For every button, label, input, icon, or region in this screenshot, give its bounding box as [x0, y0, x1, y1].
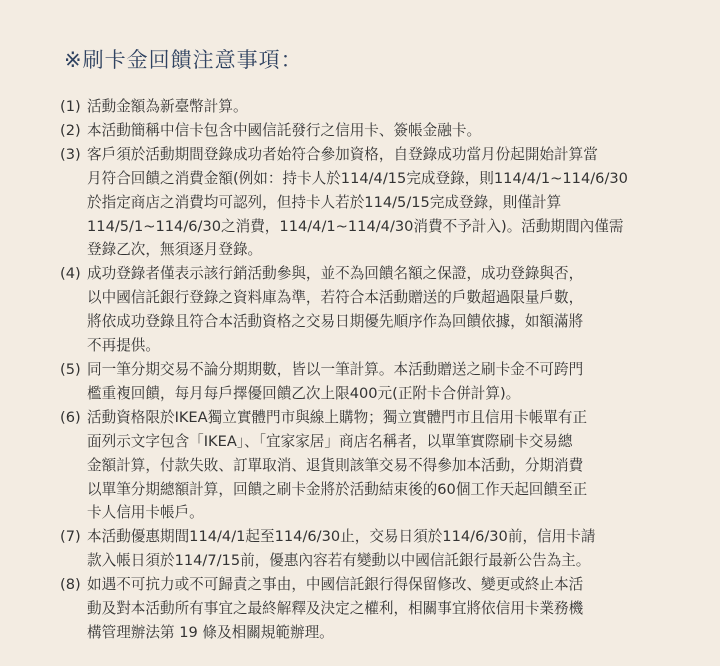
note-text-line: 本活動優惠期間114/4/1起至114/6/30止，交易日須於114/6/30前，信用卡請 — [87, 528, 596, 546]
note-item — [60, 358, 664, 406]
note-item — [60, 119, 664, 143]
note-text-line: 檻重複回饋，每月每戶擇優回饋乙次上限400元(正附卡合併計算)。 — [87, 384, 521, 402]
note-text-line: 本活動簡稱中信卡包含中國信託發行之信用卡、簽帳金融卡。 — [87, 121, 482, 139]
note-text-line: 114/5/1~114/6/30之消費，114/4/1~114/4/30消費不予計入)。活動期間內僅需 — [87, 217, 624, 235]
note-item — [60, 406, 664, 526]
note-text — [87, 406, 664, 526]
note-text-line: 款入帳日須於114/7/15前，優惠內容若有變動以中國信託銀行最新公告為主。 — [87, 552, 591, 570]
note-number: (4) — [60, 265, 81, 283]
note-text — [87, 573, 664, 645]
note-text-line: 不再提供。 — [87, 337, 160, 355]
note-text-line: 將依成功登錄且符合本活動資格之交易日期優先順序作為回饋依據，如額滿將 — [87, 313, 584, 331]
note-text-line: 月符合回饋之消費金額(例如：持卡人於114/4/15完成登錄，則114/4/1~114/6/30 — [87, 169, 628, 187]
note-number: (2) — [60, 121, 81, 139]
note-item — [60, 143, 664, 263]
note-text-line: 成功登錄者僅表示該行銷活動參與，並不為回饋名額之保證，成功登錄與否， — [87, 265, 584, 283]
note-text-line: 客戶須於活動期間登錄成功者始符合參加資格，自登錄成功當月份起開始計算當 — [87, 145, 598, 163]
note-number: (5) — [60, 360, 81, 378]
notes-list — [60, 95, 664, 645]
note-text — [87, 358, 664, 406]
note-text — [87, 143, 664, 263]
note-text-line: 登錄乙次，無須逐月登錄。 — [87, 241, 263, 259]
note-text-line: 卡人信用卡帳戶。 — [87, 504, 204, 522]
note-text-line: 於指定商店之消費均可認列，但持卡人若於114/5/15完成登錄，則僅計算 — [87, 193, 562, 211]
note-text-line: 以單筆分期總額計算，回饋之刷卡金將於活動結束後的60個工作天起回饋至正 — [87, 480, 588, 498]
page-title: ※刷卡金回饋注意事項： — [64, 48, 303, 72]
note-item — [60, 573, 664, 645]
note-number: (1) — [60, 98, 81, 115]
note-text-line: 以中國信託銀行登錄之資料庫為準，若符合本活動贈送的戶數超過限量戶數， — [87, 289, 584, 307]
note-text-line: 活動資格限於IKEA獨立實體門市與線上購物；獨立實體門市且信用卡帳單有正 — [87, 408, 588, 426]
note-item — [60, 525, 664, 573]
note-text — [87, 525, 664, 573]
note-number: (7) — [60, 528, 81, 546]
note-number: (6) — [60, 408, 81, 426]
note-text-line: 面列示文字包含「IKEA」、「宜家家居」商店名稱者，以單筆實際刷卡交易總 — [87, 432, 573, 450]
note-text — [87, 119, 664, 143]
note-text-line: 如遇不可抗力或不可歸責之事由，中國信託銀行得保留修改、變更或終止本活 — [87, 576, 584, 594]
note-text — [87, 262, 664, 358]
note-number: (3) — [60, 145, 81, 163]
note-item — [60, 262, 664, 358]
note-text — [87, 95, 664, 119]
note-text-line: 動及對本活動所有事宜之最終解釋及決定之權利，相關事宜將依信用卡業務機 — [87, 600, 584, 618]
note-item — [60, 95, 664, 119]
note-number: (8) — [60, 576, 81, 594]
note-text-line: 構管理辦法第 19 條及相關規範辦理。 — [87, 623, 334, 641]
note-text-line: 金額計算，付款失敗、訂單取消、退貨則該筆交易不得參加本活動，分期消費 — [87, 456, 584, 474]
note-text-line: 同一筆分期交易不論分期期數，皆以一筆計算。本活動贈送之刷卡金不可跨門 — [87, 360, 584, 378]
note-text-line: 活動金額為新臺幣計算。 — [87, 98, 248, 115]
